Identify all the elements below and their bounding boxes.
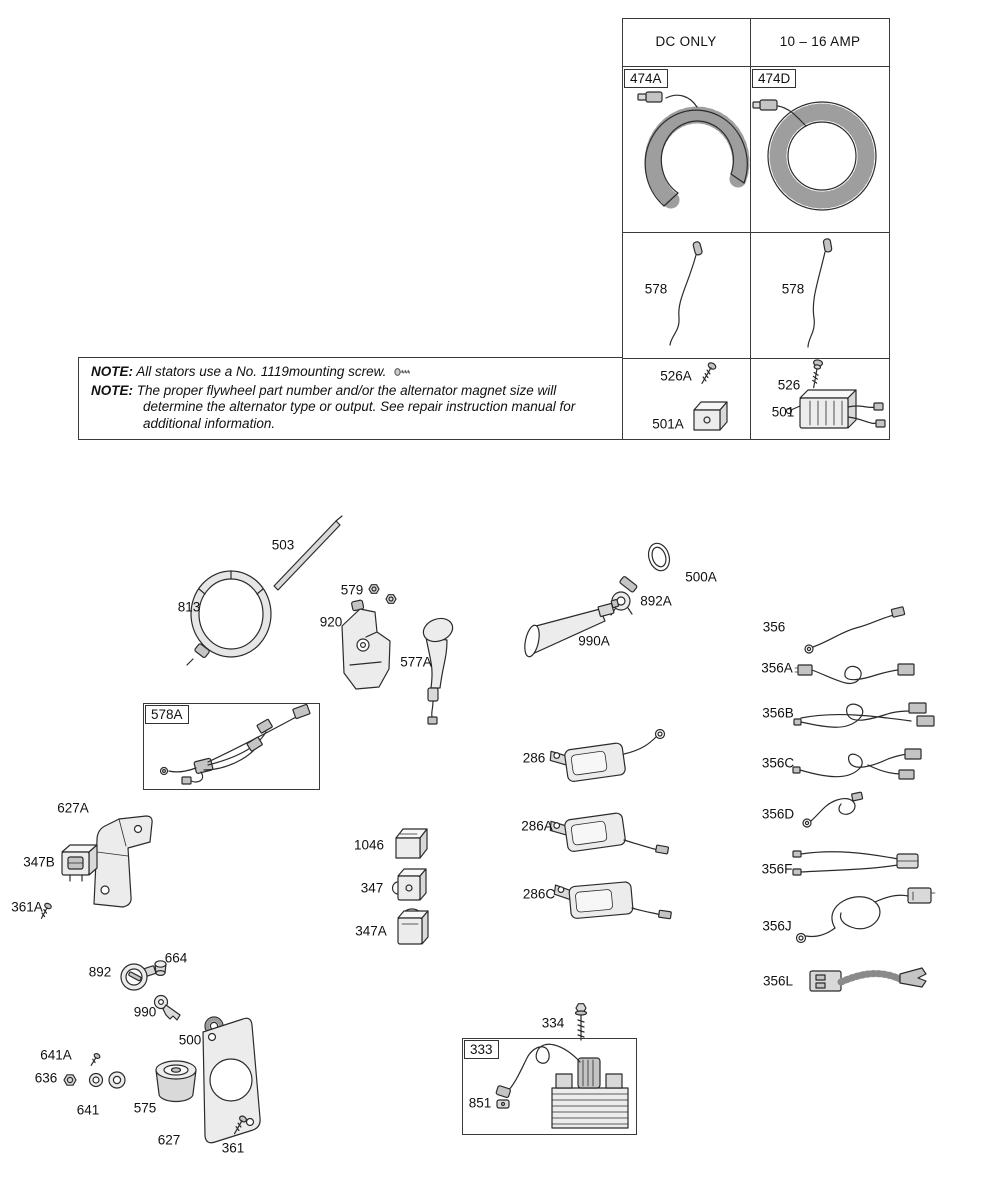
part-label-813: 813 [177, 599, 201, 615]
harness-356j-drawing [797, 888, 936, 943]
box-1046-drawing [396, 829, 427, 858]
part-label-578-right: 578 [781, 281, 805, 297]
bracket-627a-drawing [94, 816, 152, 907]
part-label-990: 990 [133, 1004, 157, 1020]
boxed-label-474A: 474A [624, 69, 668, 88]
part-label-356L: 356L [762, 973, 794, 989]
switch-347b-drawing [62, 845, 97, 881]
funnel-990a-drawing [522, 599, 618, 658]
part-label-526A: 526A [660, 368, 692, 384]
part-label-990A: 990A [578, 633, 610, 649]
module-286c-drawing [554, 879, 672, 921]
part-label-361: 361 [221, 1140, 245, 1156]
boxed-label-578A: 578A [145, 705, 189, 724]
module-347-drawing [393, 869, 427, 900]
part-label-356F: 356F [761, 861, 793, 877]
harness-356c-drawing [793, 749, 921, 779]
boxed-label-333: 333 [464, 1040, 499, 1059]
part-label-920: 920 [319, 614, 343, 630]
part-label-347A: 347A [355, 923, 387, 939]
part-label-356: 356 [762, 619, 786, 635]
table-header-dc-only: DC ONLY [655, 34, 717, 49]
switch-892a-drawing [611, 576, 638, 615]
screw-334-drawing [576, 1004, 587, 1040]
part-label-503: 503 [271, 537, 295, 553]
part-label-575: 575 [133, 1100, 157, 1116]
ring-500a-drawing [645, 541, 673, 574]
harness-356b-drawing [794, 703, 934, 727]
harness-356f-drawing [793, 851, 918, 875]
boxed-label-474D: 474D [752, 69, 796, 88]
note-box [78, 357, 623, 440]
table-header-10-16-amp: 10 – 16 AMP [779, 34, 861, 49]
harness-356-drawing [805, 607, 905, 653]
module-286a-drawing [549, 811, 669, 854]
part-label-500: 500 [178, 1032, 202, 1048]
note-1 [91, 364, 612, 381]
table-header-divider [622, 66, 890, 67]
strip-503-drawing [271, 516, 342, 590]
note-1-prefix: NOTE: [91, 364, 133, 379]
part-label-356D: 356D [761, 806, 795, 822]
washers-641-drawing [90, 1072, 126, 1088]
nuts-579-drawing [369, 585, 396, 604]
cup-575-drawing [156, 1061, 196, 1102]
note-1-text: All stators use a No. 1119mounting screw. [136, 364, 387, 379]
module-347a-drawing [398, 909, 428, 944]
note-2 [91, 383, 612, 433]
part-label-636: 636 [34, 1070, 58, 1086]
part-label-892A: 892A [640, 593, 672, 609]
part-label-361A: 361A [11, 899, 43, 915]
part-label-851: 851 [468, 1095, 492, 1111]
part-label-641: 641 [76, 1102, 100, 1118]
module-286-drawing [549, 730, 664, 785]
part-label-526: 526 [777, 377, 801, 393]
clamp-813-drawing [187, 571, 271, 665]
table-row-divider-2 [622, 358, 890, 359]
part-label-578-left: 578 [644, 281, 668, 297]
part-label-286: 286 [522, 750, 546, 766]
part-label-627A: 627A [57, 800, 89, 816]
table-row-divider-1 [622, 232, 890, 233]
bracket-920-drawing [342, 600, 390, 689]
part-label-892: 892 [88, 964, 112, 980]
harness-356l-drawing [810, 968, 926, 991]
table-column-divider [750, 18, 751, 440]
part-label-501A: 501A [652, 416, 684, 432]
note-2-text: The proper flywheel part number and/or the alternator magnet size will determine the alternator type or output. See repair instruction manual for additional information. [136, 382, 576, 432]
part-label-1046: 1046 [353, 837, 385, 853]
bracket-627-drawing [203, 1018, 260, 1143]
part-label-356B: 356B [762, 705, 794, 721]
part-label-347: 347 [360, 880, 384, 896]
part-label-286A: 286A [521, 818, 553, 834]
part-label-356A: 356A [761, 660, 793, 676]
harness-356a-drawing [795, 664, 914, 683]
note-2-prefix: NOTE: [91, 382, 133, 398]
part-label-577A: 577A [400, 654, 432, 670]
part-label-664: 664 [164, 950, 188, 966]
nut-636-drawing [64, 1075, 76, 1085]
part-label-500A: 500A [685, 569, 717, 585]
part-label-356J: 356J [762, 918, 792, 934]
part-label-579: 579 [340, 582, 364, 598]
part-label-641A: 641A [40, 1047, 72, 1063]
screw-641a-drawing [89, 1053, 101, 1067]
part-label-356C: 356C [761, 755, 795, 771]
part-label-286C: 286C [522, 886, 556, 902]
part-label-501: 501 [771, 404, 795, 420]
part-label-334: 334 [541, 1015, 565, 1031]
part-label-347B: 347B [23, 854, 55, 870]
keyswitch-892-drawing [121, 964, 156, 990]
screw-icon [394, 366, 414, 378]
harness-356d-drawing [803, 792, 863, 827]
part-label-627: 627 [157, 1132, 181, 1148]
key-990-drawing [155, 996, 181, 1021]
